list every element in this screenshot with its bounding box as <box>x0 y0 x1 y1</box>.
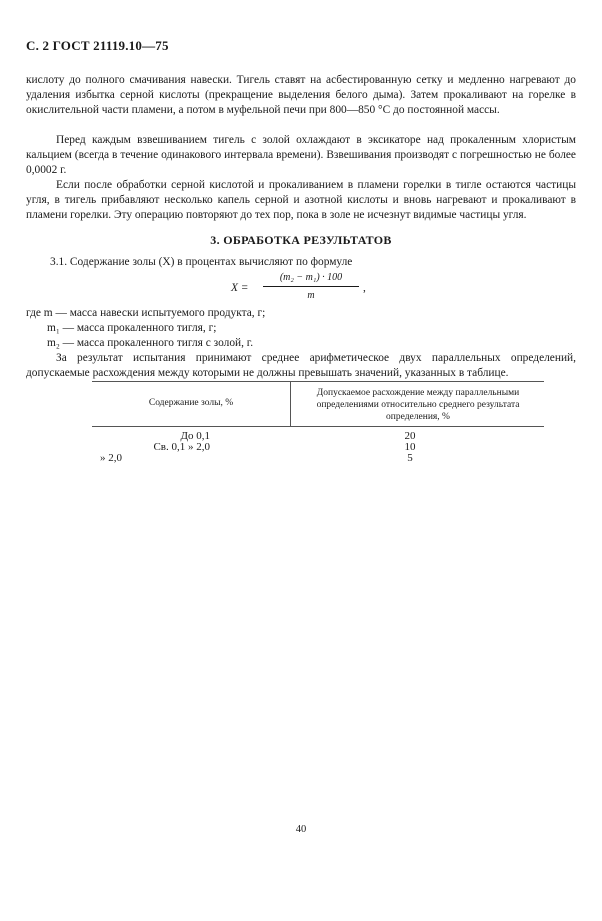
table-cell-ash: До 0,1 <box>180 430 210 442</box>
paragraph-2: Перед каждым взвешиванием тигель с золой охлаждают в эксикаторе над прокаленным хлористым кальцием (всегда в течение одинакового интервала времени). Взвешивания производят с погрешностью не более 0,0002 г. <box>26 134 576 176</box>
page-header: С. 2 ГОСТ 21119.10—75 <box>26 38 169 53</box>
page-number: 40 <box>295 824 307 835</box>
table-header-deviation: Допускаемое расхождение между параллельными определениями относительно среднего результата определения, % <box>316 388 520 422</box>
variable-m: где m — масса навески испытуемого продукта, г; <box>26 307 266 319</box>
formula-fraction <box>263 272 359 302</box>
clause-3-1: 3.1. Содержание золы (X) в процентах вычисляют по формуле <box>50 256 353 268</box>
table-column-divider <box>290 381 291 426</box>
table-cell-deviation: 20 <box>404 430 416 442</box>
fraction-bar <box>263 286 359 287</box>
formula-comma: , <box>363 282 366 294</box>
table-cell-deviation: 5 <box>407 452 413 464</box>
table-top-rule <box>92 381 544 382</box>
formula-denominator: m <box>307 290 315 301</box>
paragraph-3: Если после обработки серной кислотой и прокаливанием в пламени горелки в тигле остаются частицы угля, в тигель прибавляют несколько капель серной и азотной кислоты и вновь нагревают и прокаливают в пламени горелки. Эту операцию повторяют до тех пор, пока в золе не исчезнут видимые частицы угля. <box>26 179 576 221</box>
table-header-rule <box>92 426 544 427</box>
formula-numerator: (m₂ − m₁) · 100 <box>279 272 343 283</box>
section-title: 3. ОБРАБОТКА РЕЗУЛЬТАТОВ <box>210 233 392 247</box>
paragraph-1: кислоту до полного смачивания навески. Тигель ставят на асбестированную сетку и медленно нагревают до удаления избытка серной кислоты (прекращение выделения белого дыма). Затем прокаливают на горелке в окислительной части пламени, а потом в муфельной печи при 800—850 °С до постоянной массы. <box>26 74 576 116</box>
table-cell-deviation: 10 <box>404 441 416 453</box>
table-cell-ash: Св. 0,1 » 2,0 <box>153 441 210 453</box>
result-paragraph: За результат испытания принимают среднее арифметическое двух параллельных определений, допускаемые расхождения между которыми не должны превышать значений, указанных в таблице. <box>26 352 576 379</box>
variable-m1: m₁ — масса прокаленного тигля, г; <box>47 322 217 334</box>
table-header-ash: Содержание золы, % <box>148 398 234 408</box>
formula-lhs: X = <box>231 282 249 294</box>
table-cell-ash: » 2,0 <box>100 452 122 464</box>
variable-m2: m₂ — масса прокаленного тигля с золой, г. <box>47 337 254 349</box>
